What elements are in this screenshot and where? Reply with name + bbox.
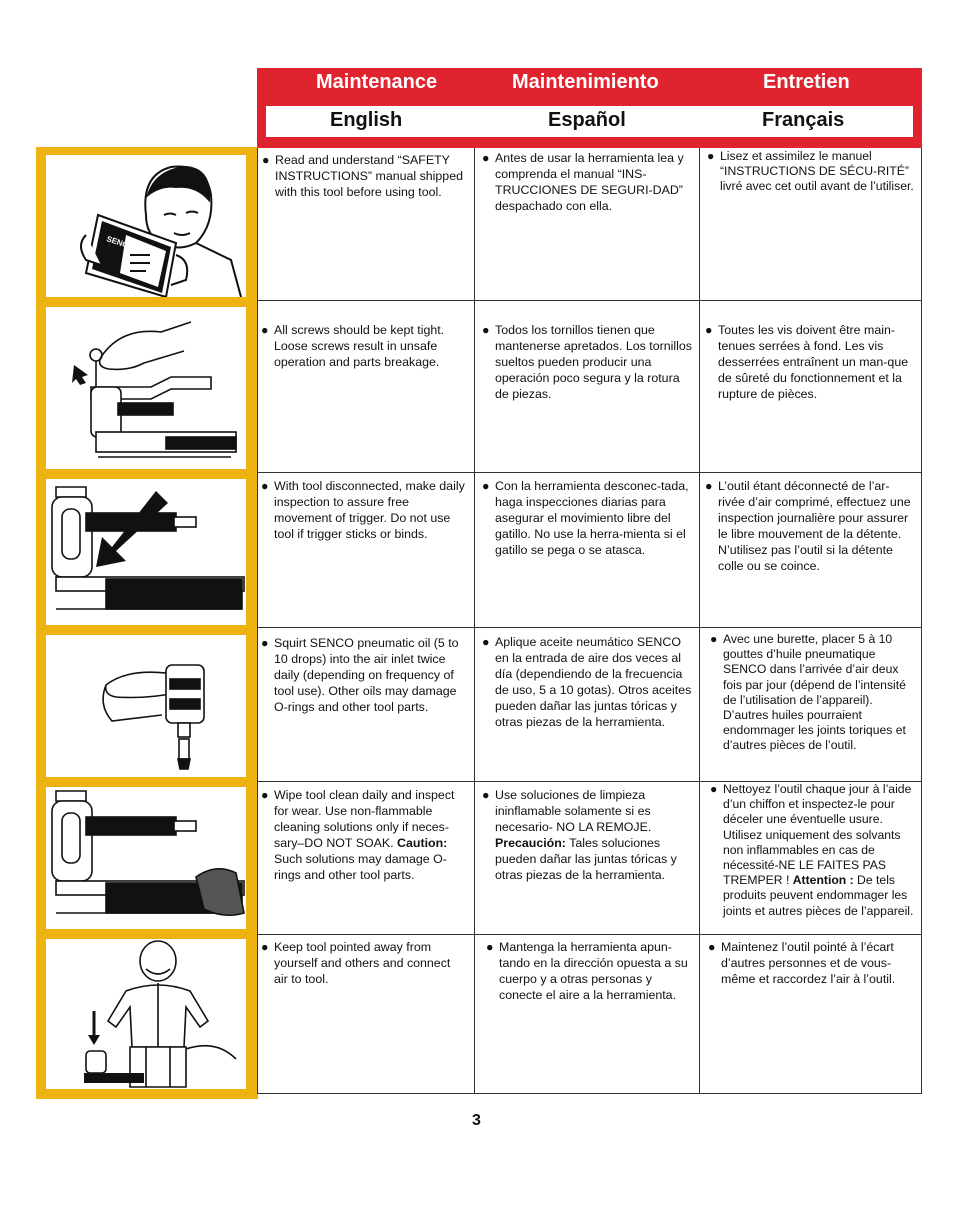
row4-french: ● Avec une burette, placer 5 à 10 gouttes d’huile pneumatique SENCO dans l’arrivée d’air deux fois par jour (dépend de l’intensité de l’utilisation de l’appareil). D’autres huiles pourraient endommager les joints toriques et d’autres pièces de l’outil. xyxy=(710,632,906,753)
row6-english: ● Keep tool pointed away from yourself and others and connect air to tool. xyxy=(261,940,451,986)
grid-row-3 xyxy=(257,627,922,628)
heading-mantenimiento: Maintenimiento xyxy=(512,71,659,93)
row1-french: ● Lisez et assimilez le manuel “INSTRUCTIONS DE SÉCU-RITÉ” livré avec cet outil avant de l’utiliser. xyxy=(707,149,914,194)
row1-spanish: ● Antes de usar la herramienta lea y comprenda el manual “INS-TRUCCIONES DE SEGURI-DAD” despachado con ella. xyxy=(482,151,684,213)
row4-english: ● Squirt SENCO pneumatic oil (5 to 10 drops) into the air inlet twice daily (depending on frequency of tool use). Other oils may damage O-rings and other tool parts. xyxy=(261,636,459,714)
illustration-point-away xyxy=(46,939,246,1089)
row4-spanish: ● Aplique aceite neumático SENCO en la entrada de aire dos veces al día (dependiendo de la frecuencia de uso, 5 a 10 gotas). Otros aceites pueden dañar las juntas tóricas y otras piezas de la herramienta. xyxy=(482,635,692,729)
language-espanol: Español xyxy=(548,109,626,131)
grid-right xyxy=(921,148,922,1094)
row2-spanish: ● Todos los tornillos tienen que mantenerse apretados. Los tornillos sueltos pueden producir una operación poco segura y la rotura de piezas. xyxy=(482,323,692,401)
row6-french: ● Maintenez l’outil pointé à l’écart d’autres personnes et de vous-même et raccordez l’air à l’outil. xyxy=(708,940,896,986)
language-english: English xyxy=(330,109,403,131)
row2-french: ● Toutes les vis doivent être main-tenues serrées à fond. Les vis desserrées entraînent un man-que de sûreté du fonctionnement et la rupture de pièces. xyxy=(705,323,909,401)
illustration-tighten-screws xyxy=(46,307,246,469)
grid-col-1 xyxy=(474,148,475,1094)
row1-english: ● Read and understand “SAFETY INSTRUCTIONS” manual shipped with this tool before using tool. xyxy=(262,153,463,199)
row6-spanish: ● Mantenga la herramienta apun-tando en la dirección opuesta a su cuerpo y a otras personas y conecte el aire a la herramienta. xyxy=(486,940,688,1002)
illustration-reading-manual xyxy=(46,155,246,297)
row5-french: ● Nettoyez l’outil chaque jour à l’aide d’un chiffon et inspectez-le pour déceler une éventuelle usure. Utilisez uniquement des solvants non inflammables en cas de nécessité-NE LE FAITES PAS TREMPER ! Attention : De tels produits peuvent endommager les joints et autres pièces de l’appareil. xyxy=(710,782,914,918)
header-bar xyxy=(257,68,922,148)
caution-label-en: Caution: xyxy=(397,836,448,850)
grid-row-2 xyxy=(257,472,922,473)
grid-col-2 xyxy=(699,148,700,1094)
caution-label-es: Precaución: xyxy=(495,836,566,850)
row3-english: ● With tool disconnected, make daily inspection to assure free movement of trigger. Do not use tool if trigger sticks or binds. xyxy=(261,479,465,541)
language-strip xyxy=(266,106,913,137)
page-number: 3 xyxy=(472,1112,481,1129)
row2-english: ● All screws should be kept tight. Loose screws result in unsafe operation and parts breakage. xyxy=(261,323,445,369)
grid-bottom xyxy=(257,1093,922,1094)
grid-row-1 xyxy=(257,300,922,301)
illustration-clean-tool xyxy=(46,787,246,929)
illustration-frame xyxy=(36,147,258,1099)
row3-spanish: ● Con la herramienta desconec-tada, haga inspecciones diarias para asegurar el movimiento libre del gatillo. No use la herra-mienta si el gatillo se pega o se atasca. xyxy=(482,479,689,557)
illustration-trigger-inspection xyxy=(46,479,246,625)
caution-label-fr: Attention : xyxy=(792,873,854,888)
language-francais: Français xyxy=(762,109,845,131)
illustration-oil-inlet xyxy=(46,635,246,777)
grid-left xyxy=(257,148,258,1094)
row5-spanish: ● Use soluciones de limpieza ininflamable solamente si es necesario- NO LA REMOJE. Precaución: Tales soluciones pueden dañar las juntas tóricas y otras piezas de la herramienta. xyxy=(482,788,677,882)
heading-entretien: Entretien xyxy=(763,71,850,93)
manual-cover-text: SENCO xyxy=(105,234,136,252)
heading-maintenance: Maintenance xyxy=(316,71,438,93)
row5-english: ● Wipe tool clean daily and inspect for wear. Use non-flammable cleaning solutions only if neces-sary–DO NOT SOAK. Caution: Such solutions may damage O-rings and other tool parts. xyxy=(261,788,455,882)
row3-french: ● L’outil étant déconnecté de l’ar-rivée d’air comprimé, effectuez une inspection journalière pour assurer le libre mouvement de la détente. N’utilisez pas l’outil si la détente colle ou se coince. xyxy=(705,479,911,573)
grid-row-5 xyxy=(257,934,922,935)
